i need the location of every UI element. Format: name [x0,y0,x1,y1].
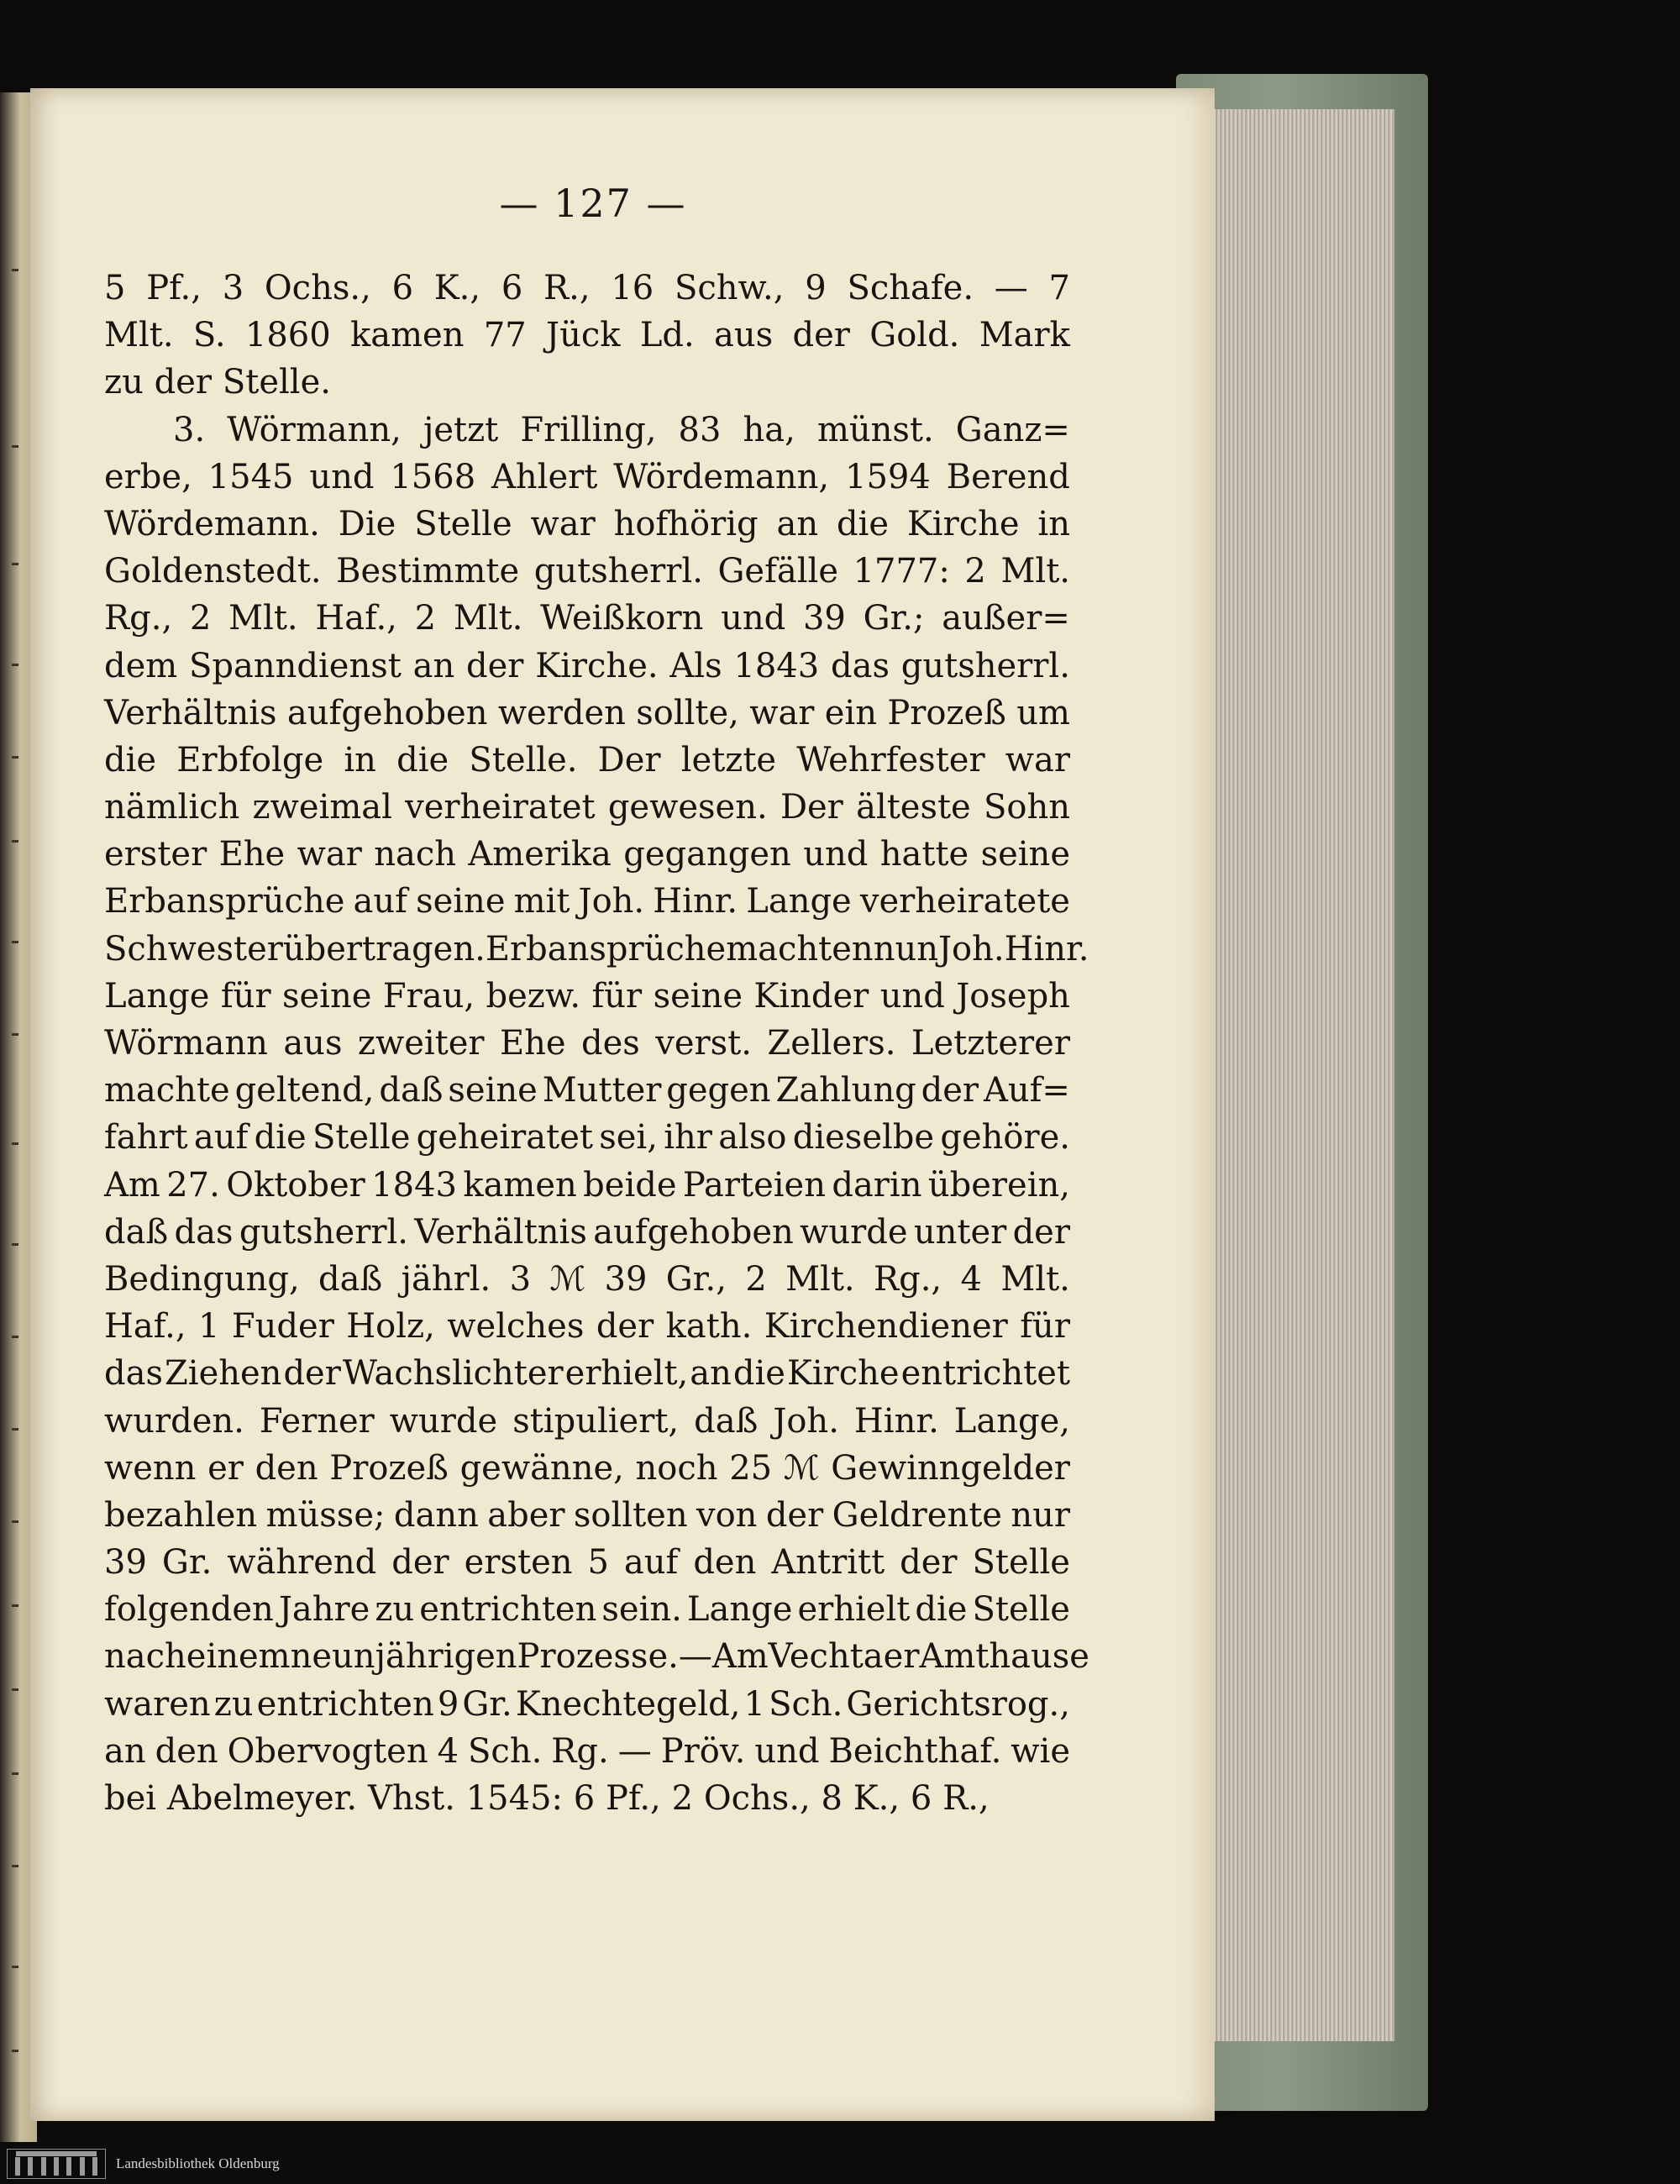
page-number: — 127 — [499,181,687,226]
bleed-mark [12,1966,18,1968]
library-name: Landesbibliothek Oldenburg [116,2155,280,2171]
bleed-mark [12,941,18,943]
bleed-mark [12,1520,18,1523]
text-line: Haf., 1 Fuder Holz, welches der kath. Kirchendiener für [104,1307,1070,1347]
footer-bar [0,2144,1680,2184]
text-line: Rg., 2 Mlt. Haf., 2 Mlt. Weißkorn und 39 Gr.; außer= [104,599,1070,638]
bleed-mark [12,445,18,448]
bleed-mark [12,1033,18,1036]
bleed-mark [12,664,18,666]
text-line: Wördemann. Die Stelle war hofhörig an die Kirche in [104,504,1070,543]
bleed-mark [12,1865,18,1867]
bleed-mark [12,1688,18,1691]
bleed-mark [12,563,18,565]
text-line: Am 27. Oktober 1843 kamen beide Parteien darin überein, [104,1165,1070,1205]
text-line: 3. Wörmann, jetzt Frilling, 83 ha, münst. Ganz= [173,410,1070,449]
text-line: Goldenstedt. Bestimmte gutsherrl. Gefälle 1777: 2 Mlt. [104,552,1070,591]
text-line: Lange für seine Frau, bezw. für seine Kinder und Joseph [104,976,1070,1016]
text-line: erster Ehe war nach Amerika gegangen und hatte seine [104,835,1070,874]
text-line: Erbansprüche auf seine mit Joh. Hinr. Lange verheiratete [104,882,1070,921]
text-line: 39 Gr. während der ersten 5 auf den Antritt der Stelle [104,1543,1070,1583]
text-line: nämlich zweimal verheiratet gewesen. Der älteste Sohn [104,788,1070,827]
text-line: dem Spanndienst an der Kirche. Als 1843 das gutsherrl. [104,646,1070,685]
bleed-mark [12,1604,18,1607]
page-block-edges [1193,109,1394,2041]
bleed-mark [12,756,18,759]
text-line: Schwester übertragen. Erbansprüche machten nun Joh. Hinr. [104,929,1089,969]
text-line: waren zu entrichten 9 Gr. Knechtegeld, 1 Sch. Gerichtsrog., [104,1684,1070,1724]
bleed-mark [12,1243,18,1246]
bleed-mark [12,2050,18,2052]
text-line: Wörmann aus zweiter Ehe des verst. Zellers. Letzterer [104,1024,1070,1063]
text-line: machte geltend, daß seine Mutter gegen Zahlung der Auf= [104,1071,1070,1110]
text-line: wurden. Ferner wurde stipuliert, daß Joh. Hinr. Lange, [104,1401,1070,1441]
text-line: 5 Pf., 3 Ochs., 6 K., 6 R., 16 Schw., 9 Schafe. — 7 [104,269,1070,307]
bleed-mark [12,1336,18,1338]
text-line: wenn er den Prozeß gewänne, noch 25 ℳ Gewinngelder [104,1448,1070,1488]
text-line: bei Abelmeyer. Vhst. 1545: 6 Pf., 2 Ochs., 8 K., 6 R., [104,1779,990,1818]
page-text-body [104,265,1089,1822]
text-line: Verhältnis aufgehoben werden sollte, war ein Prozeß um [104,693,1070,732]
text-line: nach einem neunjährigen Prozesse. — Am Vechtaer Amthause [104,1637,1089,1677]
text-line: Bedingung, daß jährl. 3 ℳ 39 Gr., 2 Mlt. Rg., 4 Mlt. [104,1259,1070,1299]
bleed-mark [12,1142,18,1145]
bleed-mark [12,1772,18,1775]
bleed-mark [12,1428,18,1431]
library-logo [7,2149,106,2179]
text-line: daß das gutsherrl. Verhältnis aufgehoben wurde unter der [104,1212,1070,1252]
text-line: bezahlen müsse; dann aber sollten von der Geldrente nur [104,1495,1070,1535]
bleed-mark [12,269,18,271]
text-line: erbe, 1545 und 1568 Ahlert Wördemann, 1594 Berend [104,457,1070,496]
bleed-mark [12,840,18,843]
text-line: Mlt. S. 1860 kamen 77 Jück Ld. aus der Gold. Mark [104,316,1070,355]
text-line: folgenden Jahre zu entrichten sein. Lange erhielt die Stelle [104,1590,1070,1630]
text-line: die Erbfolge in die Stelle. Der letzte Wehrfester war [104,740,1070,780]
text-line: das Ziehen der Wachslichter erhielt, an die Kirche entrichtet [104,1354,1070,1394]
text-line: fahrt auf die Stelle geheiratet sei, ihr also dieselbe gehöre. [104,1118,1070,1158]
text-line: zu der Stelle. [104,363,331,402]
book-page [30,88,1215,2121]
text-line: an den Obervogten 4 Sch. Rg. — Pröv. und Beichthaf. wie [104,1731,1070,1771]
